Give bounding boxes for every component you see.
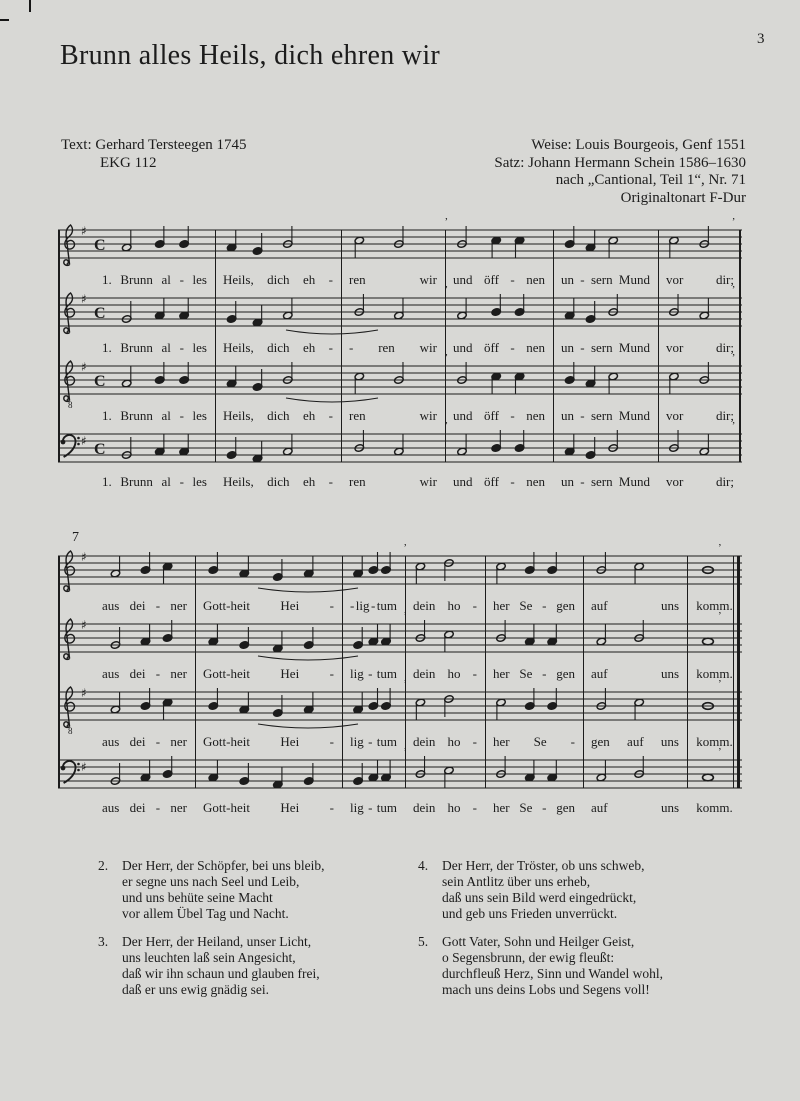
lyric-cell [445, 468, 553, 496]
page-number: 3 [757, 31, 765, 47]
lyric-cell [215, 468, 341, 496]
lyric-token: komm. [696, 734, 733, 749]
lyric-token: lig [355, 598, 370, 613]
lyric-token: wir [419, 272, 437, 287]
lyric-token: und [453, 340, 473, 355]
lyric-token: - [329, 666, 334, 681]
lyric-token: - [510, 408, 515, 423]
verse-3 [98, 934, 324, 998]
credit-setting: Satz: Johann Hermann Schein 1586–1630 [494, 154, 746, 171]
lyric-token: al [161, 474, 171, 489]
lyric-token: aus [102, 598, 120, 613]
lyric-token: öff [483, 340, 499, 355]
lyric-token: dein [413, 800, 436, 815]
lyric-token: Hei [280, 598, 300, 613]
lyric-token: les [192, 408, 207, 423]
lyric-token: les [192, 340, 207, 355]
treble-clef-icon [64, 551, 75, 591]
lyric-token: dich [267, 272, 290, 287]
lyric-token: ner [170, 598, 187, 613]
lyric-token: dich [267, 340, 290, 355]
verse-line: und geb uns Frieden unverrückt. [442, 906, 618, 921]
lyric-token: 1. [102, 272, 112, 287]
octave-8-mark: 8 [68, 400, 73, 410]
lyric-token: - [329, 598, 334, 613]
lyric-token: - [328, 474, 333, 489]
measure-number: 7 [72, 530, 79, 545]
music-system-1 [58, 218, 742, 498]
credits-left [61, 137, 246, 172]
verse-line: Der Herr, der Schöpfer, bei uns bleib, [122, 858, 325, 873]
lyric-token: - [472, 734, 477, 749]
lyric-token: auf [591, 666, 608, 681]
lyric-token: Mund [618, 272, 650, 287]
verse-line: sein Antlitz über uns erheb, [442, 874, 591, 889]
lyric-token: nen [526, 272, 545, 287]
lyric-token: uns [660, 598, 679, 613]
lyric-token: dei [129, 598, 146, 613]
lyric-token: Se [533, 734, 547, 749]
lyric-token: - [580, 408, 585, 423]
music-system-2 [58, 544, 742, 824]
lyric-token: ner [170, 734, 187, 749]
notes [122, 294, 710, 327]
lyric-token: öff [483, 272, 499, 287]
sharp-icon: ♯ [81, 618, 87, 632]
sharp-icon: ♯ [81, 224, 87, 238]
lyric-token: Se [519, 666, 533, 681]
bass-clef-icon [61, 435, 80, 457]
lyric-token: ho [447, 598, 461, 613]
lyric-token: Hei [280, 666, 300, 681]
lyric-token: lig [350, 666, 364, 681]
lyric-cell [341, 468, 445, 496]
lyric-token: Brunn [120, 340, 153, 355]
lyric-token: wir [419, 408, 437, 423]
lyric-token: wir [419, 474, 437, 489]
lyric-cell [195, 794, 342, 822]
lyric-token: und [453, 272, 473, 287]
lyric-token: - [155, 800, 161, 815]
lyric-token: Heils, [223, 272, 254, 287]
lyric-token: - [580, 474, 585, 489]
verse-line: daß er uns ewig gnädig sei. [122, 982, 269, 997]
lyric-token: gen [556, 800, 575, 815]
lyric-token: - [580, 272, 585, 287]
verse-line: o Segensbrunn, der ewig fleußt: [442, 950, 615, 965]
credit-original-key: Originaltonart F-Dur [620, 189, 746, 206]
breath-mark-icon: ’ [444, 218, 449, 228]
lyric-token: - [542, 666, 547, 681]
lyric-token: Heils, [223, 340, 254, 355]
lyric-token: les [192, 474, 207, 489]
lyric-token: ner [170, 800, 187, 815]
common-time-icon: C [94, 305, 106, 322]
lyric-token: - [542, 800, 547, 815]
lyric-token: Gott-heit [203, 598, 250, 613]
lyric-token: öff [483, 474, 499, 489]
lyric-token: dei [129, 800, 146, 815]
verse-number: 2. [98, 858, 109, 873]
sharp-icon: ♯ [81, 360, 87, 374]
lyric-token: gen [591, 734, 610, 749]
sharp-icon: ♯ [81, 550, 87, 564]
lyric-token: aus [102, 666, 120, 681]
verse-line: mach uns deins Lobs und Segens voll! [442, 982, 650, 997]
credit-melody: Weise: Louis Bourgeois, Genf 1551 [531, 137, 746, 153]
lyric-token: auf [627, 734, 644, 749]
lyric-cell [485, 794, 583, 822]
lyric-token: al [161, 272, 171, 287]
lyric-token: Hei [280, 734, 300, 749]
lyric-cell [553, 468, 658, 496]
lyric-token: dir; [715, 340, 734, 355]
lyric-token: tum [376, 666, 397, 681]
lyric-token: eh [302, 340, 316, 355]
lyric-token: al [161, 340, 171, 355]
lyric-token: Heils, [223, 408, 254, 423]
lyric-token: Brunn [120, 272, 153, 287]
lyric-token: - [179, 272, 184, 287]
lyric-token: Mund [618, 340, 650, 355]
lyric-token: un [561, 408, 574, 423]
lyric-token: dei [129, 734, 146, 749]
lyric-cell [58, 794, 195, 822]
verse-column-right [418, 858, 663, 1010]
verse-number: 4. [418, 858, 429, 873]
lyric-token: uns [660, 800, 679, 815]
lyric-token: - [179, 340, 184, 355]
lyric-token: - [510, 272, 515, 287]
lyric-token: eh [302, 408, 316, 423]
lyric-token: ho [447, 800, 461, 815]
lyric-token: dir; [715, 272, 734, 287]
lyric-token: - [329, 734, 334, 749]
verse-line: daß uns sein Bild werd eingedrückt, [442, 890, 637, 905]
lyric-token: tum [376, 734, 397, 749]
lyric-token: sern [590, 474, 613, 489]
lyric-token: komm. [696, 666, 733, 681]
lyric-token: uns [660, 666, 679, 681]
lyric-token: Mund [618, 408, 650, 423]
breath-mark-icon: ’ [731, 354, 736, 364]
breath-mark-icon: ’ [718, 544, 722, 554]
notes [110, 756, 713, 789]
lyric-token: - [328, 272, 333, 287]
lyric-token: - [155, 666, 161, 681]
lyric-token: Hei [280, 800, 300, 815]
lyric-token: un [561, 340, 574, 355]
lyric-token: tum [376, 598, 397, 613]
verse-text [442, 858, 645, 922]
lyric-token: - [570, 734, 575, 749]
lyric-token: ner [170, 666, 187, 681]
lyric-token: auf [591, 800, 608, 815]
lyric-token: ren [349, 474, 366, 489]
lyric-token: - [472, 800, 477, 815]
breath-mark-icon: ’ [444, 286, 449, 296]
lyric-token: dein [413, 598, 436, 613]
lyric-token: her [493, 598, 510, 613]
verse-number: 5. [418, 934, 429, 949]
breath-mark-icon: ’ [718, 680, 722, 690]
lyric-token: ren [378, 340, 395, 355]
verse-line: uns leuchten laß sein Angesicht, [122, 950, 296, 965]
breath-mark-icon: ’ [403, 680, 408, 690]
lyric-token: Heils, [223, 474, 254, 489]
lyric-token: dich [267, 474, 290, 489]
lyric-cell [405, 794, 485, 822]
bass-clef-icon [61, 761, 80, 783]
page-title: Brunn alles Heils, dich ehren wir [60, 40, 441, 71]
lyric-token: gen [556, 598, 575, 613]
lyric-token: her [493, 734, 510, 749]
lyric-token: und [453, 474, 473, 489]
breath-mark-icon: ’ [403, 612, 408, 622]
notes [122, 430, 710, 463]
lyric-token: 1. [102, 340, 112, 355]
lyric-token: - [370, 598, 376, 613]
verse-line: und uns behüte seine Macht [122, 890, 273, 905]
lyric-token: Se [519, 598, 533, 613]
lyric-token: vor [666, 272, 684, 287]
common-time-icon: C [94, 441, 106, 458]
lyric-token: - [155, 598, 161, 613]
lyric-token: 1. [102, 408, 112, 423]
treble-clef-icon [64, 619, 75, 659]
lyric-token: - [179, 474, 184, 489]
lyric-token: dei [129, 666, 146, 681]
notes [110, 688, 713, 721]
lyric-token: eh [302, 474, 316, 489]
lyric-token: öff [483, 408, 499, 423]
breath-mark-icon: ’ [731, 218, 736, 228]
lyric-token: - [349, 340, 354, 355]
verse-text [122, 934, 320, 998]
common-time-icon: C [94, 373, 106, 390]
breath-mark-icon: ’ [444, 354, 449, 364]
lyric-cell [687, 794, 742, 822]
lyric-token: ho [447, 734, 461, 749]
treble-clef-icon [64, 225, 75, 265]
lyric-cell [58, 468, 215, 496]
lyric-token: al [161, 408, 171, 423]
lyric-token: sern [590, 408, 613, 423]
lyric-token: nen [526, 408, 545, 423]
verse-line: er segne uns nach Seel und Leib, [122, 874, 300, 889]
breath-mark-icon: ’ [718, 612, 722, 622]
lyric-token: - [472, 666, 477, 681]
lyric-token: her [493, 800, 510, 815]
lyric-token: ren [349, 272, 366, 287]
lyric-cell [658, 468, 742, 496]
breath-mark-icon: ’ [444, 422, 449, 432]
lyric-token: Mund [618, 474, 650, 489]
lyric-token: - [368, 666, 373, 681]
sharp-icon: ♯ [81, 760, 87, 774]
lyric-token: - [179, 408, 184, 423]
lyric-token: - [542, 598, 547, 613]
lyric-token: vor [666, 408, 684, 423]
lyric-token: komm. [696, 800, 733, 815]
credit-text-author: Text: Gerhard Tersteegen 1745 [61, 137, 247, 153]
lyric-token: lig [350, 734, 364, 749]
verse-line: durchfleuß Herz, Sinn und Wandel wohl, [442, 966, 663, 981]
lyric-token: dein [413, 666, 436, 681]
breath-mark-icon: ’ [403, 544, 408, 554]
verse-4 [418, 858, 663, 922]
verse-line: Der Herr, der Tröster, ob uns schweb, [442, 858, 645, 873]
lyric-token: wir [419, 340, 437, 355]
lyric-token: nen [526, 474, 545, 489]
lyric-token: nen [526, 340, 545, 355]
lyric-token: lig [350, 800, 364, 815]
sharp-icon: ♯ [81, 686, 87, 700]
lyric-token: dein [413, 734, 436, 749]
crop-mark-vertical [29, 0, 31, 12]
octave-8-mark: 8 [68, 726, 73, 736]
lyric-token: - [580, 340, 585, 355]
lyric-token: ho [447, 666, 461, 681]
verse-text [442, 934, 663, 998]
lyric-token: - [368, 800, 373, 815]
lyric-token: uns [660, 734, 679, 749]
treble-clef-icon [64, 293, 75, 333]
verse-line: Gott Vater, Sohn und Heilger Geist, [442, 934, 635, 949]
lyric-token: Gott-heit [203, 800, 250, 815]
lyric-cell [342, 794, 405, 822]
notes [122, 226, 710, 259]
lyric-token: aus [102, 734, 120, 749]
lyric-token: Gott-heit [203, 666, 250, 681]
lyric-token: tum [376, 800, 397, 815]
lyric-token: - [329, 800, 334, 815]
lyric-token: komm. [696, 598, 733, 613]
notes [110, 552, 713, 585]
sharp-icon: ♯ [81, 434, 87, 448]
credit-source: nach „Cantional, Teil 1“, Nr. 71 [555, 172, 746, 188]
breath-mark-icon: ’ [403, 748, 408, 758]
lyric-token: 1. [102, 474, 112, 489]
lyric-token: eh [302, 272, 316, 287]
lyric-token: sern [590, 340, 613, 355]
verse-2 [98, 858, 324, 922]
lyric-token: dir; [715, 474, 734, 489]
lyric-token: dich [267, 408, 290, 423]
breath-mark-icon: ’ [718, 748, 722, 758]
lyric-token: - [328, 408, 333, 423]
verse-line: Der Herr, der Heiland, unser Licht, [122, 934, 312, 949]
lyric-token: - [328, 340, 333, 355]
lyric-token: - [368, 734, 373, 749]
lyric-token: sern [590, 272, 613, 287]
lyric-token: her [493, 666, 510, 681]
common-time-icon: C [94, 237, 106, 254]
lyric-token: un [561, 272, 574, 287]
lyric-token: Gott-heit [203, 734, 250, 749]
lyric-token: und [453, 408, 473, 423]
lyric-token: - [510, 340, 515, 355]
lyric-token: auf [591, 598, 608, 613]
lyric-token: dir; [715, 408, 734, 423]
verse-line: daß wir ihn schaun und glauben frei, [122, 966, 320, 981]
lyric-token: gen [556, 666, 575, 681]
lyric-token: Brunn [120, 408, 153, 423]
lyric-token: - [350, 598, 355, 613]
verse-number: 3. [98, 934, 109, 949]
lyric-token: - [472, 598, 477, 613]
verse-text [122, 858, 324, 922]
lyric-cell [583, 794, 687, 822]
lyric-token: vor [666, 340, 684, 355]
lyric-token: Brunn [120, 474, 153, 489]
verse-5 [418, 934, 663, 998]
credit-ekg-number: EKG 112 [100, 154, 157, 171]
lyric-line-bass [58, 468, 742, 496]
lyric-token: les [192, 272, 207, 287]
breath-mark-icon: ’ [731, 286, 736, 296]
lyric-token: ren [349, 408, 366, 423]
lyric-token: Se [519, 800, 533, 815]
lyric-token: - [510, 474, 515, 489]
lyric-token: vor [666, 474, 684, 489]
lyric-line-bass [58, 794, 742, 822]
notes [122, 362, 710, 395]
verse-column-left [98, 858, 324, 1010]
sharp-icon: ♯ [81, 292, 87, 306]
lyric-token: - [155, 734, 161, 749]
credits-right [494, 137, 746, 207]
lyric-token: aus [102, 800, 120, 815]
notes [110, 620, 713, 653]
verse-line: vor allem Übel Tag und Nacht. [122, 906, 289, 921]
crop-mark-horizontal [0, 19, 9, 21]
lyric-token: un [561, 474, 574, 489]
breath-mark-icon: ’ [731, 422, 736, 432]
